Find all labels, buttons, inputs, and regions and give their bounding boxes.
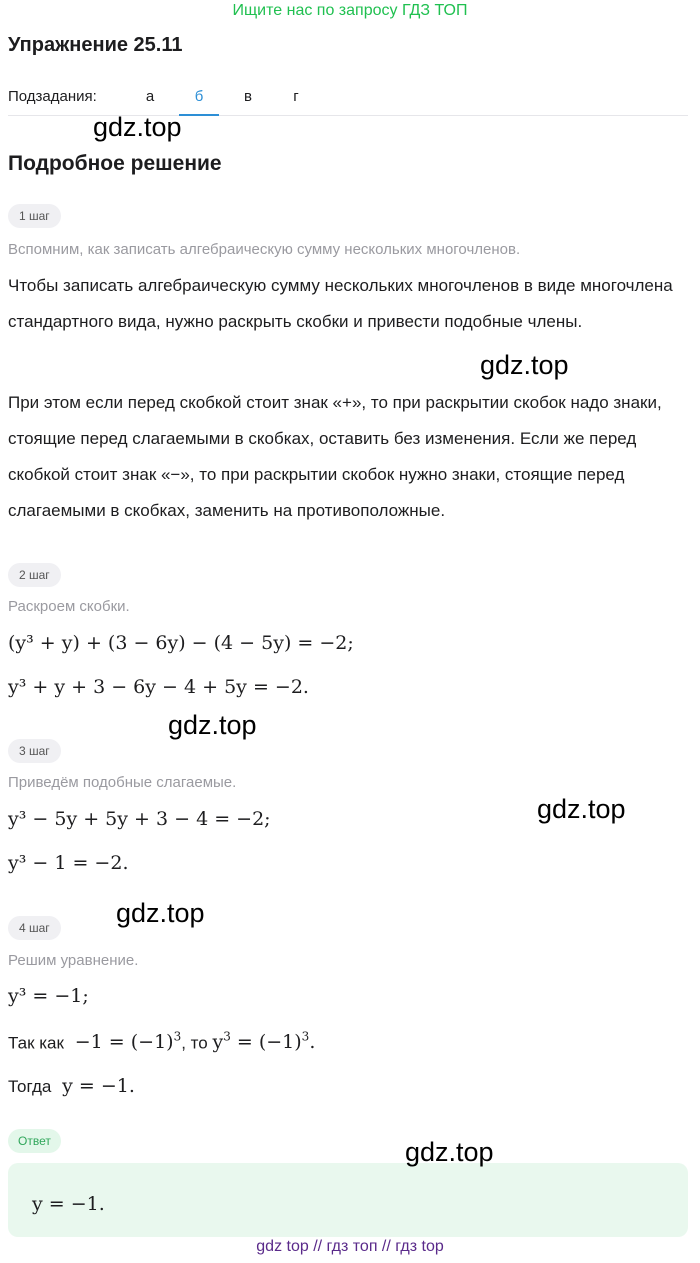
tab-a[interactable]: а — [145, 88, 155, 105]
text-then: , то — [181, 1033, 208, 1053]
formula: $-1 = (-1)^3$ — [68, 1030, 182, 1054]
subtasks-label: Подзадания: — [8, 88, 97, 105]
tab-b[interactable]: б — [179, 88, 219, 116]
search-banner: Ищите нас по запросу ГДЗ ТОП — [232, 2, 468, 19]
page-title: Упражнение 25.11 — [8, 34, 183, 56]
formula: $y^3 = (-1)^3$. — [212, 1030, 316, 1054]
step-paragraph: При этом если перед скобкой стоит знак «+», то при раскрытии скобок надо знаки, стоящие перед слагаемыми в скобках, оставить без изменения. Если же перед скобкой стоит знак «−», то при раскрытии скобок нужно знаки, стоящие перед слагаемыми в скобках, заменить на противоположные. — [8, 393, 662, 520]
answer-box — [8, 1163, 688, 1237]
watermark: gdz.top — [480, 350, 569, 380]
text-since: Так как — [8, 1033, 64, 1053]
answer-badge: Ответ — [8, 1129, 61, 1153]
solution-heading: Подробное решение — [8, 152, 222, 175]
step-hint: Решим уравнение. — [8, 952, 139, 969]
tab-v[interactable]: в — [244, 88, 252, 105]
math-line: y³ − 1 = −2. — [8, 852, 129, 874]
watermark: gdz.top — [93, 112, 182, 142]
math-line — [8, 1075, 135, 1097]
footer-links[interactable]: gdz top // гдз топ // гдз top — [256, 1238, 444, 1255]
step-badge: 4 шаг — [8, 916, 61, 940]
math-line — [8, 1030, 315, 1053]
watermark: gdz.top — [537, 794, 626, 824]
step-paragraph: Чтобы записать алгебраическую сумму нескольких многочленов в виде многочлена стандартного вида, нужно раскрыть скобки и привести подобные члены. — [8, 276, 673, 331]
math-line: y³ + y + 3 − 6y − 4 + 5y = −2. — [8, 676, 309, 698]
tab-g[interactable]: г — [293, 88, 299, 105]
math-line: y³ − 5y + 5y + 3 − 4 = −2; — [8, 808, 271, 830]
text-therefore: Тогда — [8, 1077, 52, 1096]
step-hint: Приведём подобные слагаемые. — [8, 774, 237, 791]
math-line: y³ = −1; — [8, 985, 89, 1007]
math-line: (y³ + y) + (3 − 6y) − (4 − 5y) = −2; — [8, 632, 354, 654]
watermark: gdz.top — [116, 898, 205, 928]
step-badge: 1 шаг — [8, 204, 61, 228]
step-hint: Раскроем скобки. — [8, 598, 130, 615]
step-badge: 3 шаг — [8, 739, 61, 763]
step-badge: 2 шаг — [8, 563, 61, 587]
watermark: gdz.top — [168, 710, 257, 740]
step-hint: Вспомним, как записать алгебраическую сумму нескольких многочленов. — [8, 241, 521, 258]
formula: y = −1. — [56, 1075, 135, 1097]
answer-value: y = −1. — [32, 1193, 105, 1215]
watermark: gdz.top — [405, 1137, 494, 1167]
